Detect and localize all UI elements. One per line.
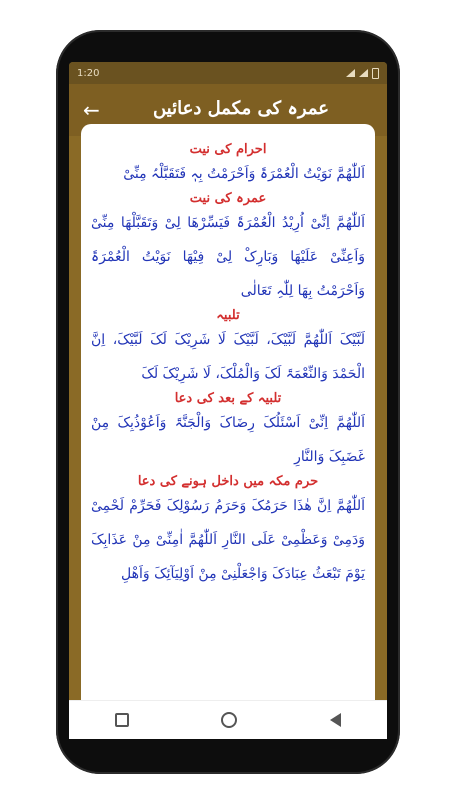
section-text: اَللّٰھُمَّ نَوَیْتُ الْعُمْرَۃَ وَاَحْرَمْتُ بِہٖ فَتَقَبَّلْہُ مِنِّیْ [123,166,365,182]
section-heading: تلبیہ [216,308,240,323]
section-text: اَللّٰھُمَّ اِنِّیْ اَسْئَلُکَ رِضَاکَ وَالْجَنَّۃَ وَاَعُوْذُبِکَ مِنْ غَضَبِکَ وَالنَّارِ [91,415,365,465]
content-card[interactable] [81,124,375,738]
section-heading: عمرہ کی نیت [189,191,267,206]
battery-icon [372,68,379,79]
section-heading: احرام کی نیت [189,142,267,157]
status-bar [69,62,387,84]
arrow-back-icon[interactable]: ← [83,98,100,122]
status-icons [346,68,379,79]
recent-apps-icon[interactable] [115,713,129,727]
system-nav-bar [69,700,387,739]
back-icon[interactable] [330,713,341,727]
page-title: عمرہ کی مکمل دعائیں [152,98,329,119]
status-time: 1:20 [77,67,100,79]
section-heading: تلبیہ کے بعد کی دعا [174,391,282,406]
signal-icon [346,69,355,77]
app-screen [69,62,387,738]
home-icon[interactable] [221,712,237,728]
section-text: اَللّٰھُمَّ اِنَّ ھٰذَا حَرَمُکَ وَحَرَمُ رَسُوْلِکَ فَحَرِّمْ لَحْمِیْ وَدَمِیْ وَعَظْمِیْ عَلَی النَّارِ اَللّٰھُمَّ اٰمِنِّیْ مِنْ عَذَابِکَ یَوْمَ تَبْعَثُ عِبَادَکَ وَاجْعَلْنِیْ مِنْ اَوْلِیَآئِکَ وَاَھْلِ [91,498,365,582]
section-text: لَبَّیْکَ اَللّٰھُمَّ لَبَّیْکَ، لَبَّیْکَ لَا شَرِیْکَ لَکَ لَبَّیْکَ، اِنَّ الْحَمْدَ وَالنِّعْمَۃَ لَکَ وَالْمُلْکَ، لَا شَرِیْکَ لَکَ [91,332,365,382]
signal-icon [359,69,368,77]
section-heading: حرم مکہ میں داخل ہونے کی دعا [137,474,319,489]
section-text: اَللّٰھُمَّ اِنِّیْ اُرِیْدُ الْعُمْرَۃَ فَیَسِّرْھَا لِیْ وَتَقَبَّلْھَا مِنِّیْ وَاَعِنِّیْ عَلَیْھَا وَبَارِکْ لِیْ فِیْھَا نَوَیْتُ الْعُمْرَۃَ وَاَحْرَمْتُ بِھَا لِلّٰہِ تَعَالٰی [91,215,365,299]
